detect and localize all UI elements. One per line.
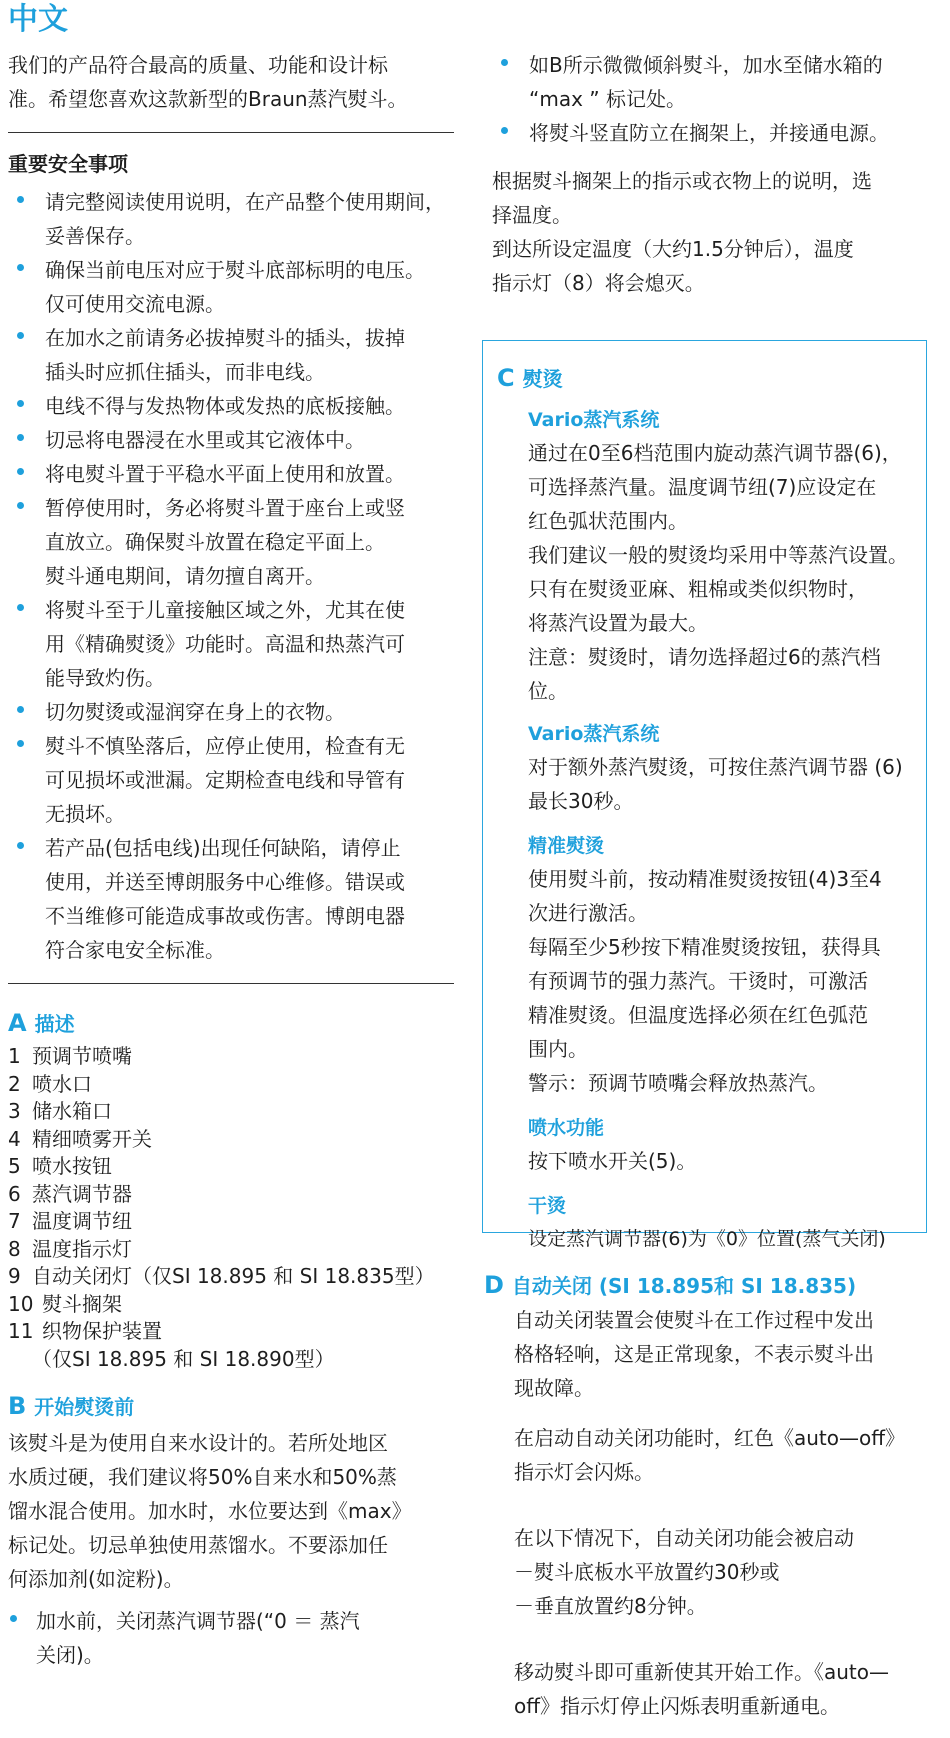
dry-ironing-text: 设定蒸汽调节器(6)为《0》位置(蒸气关闭) [528,1228,886,1250]
vario-steam-text: 通过在0至6档范围内旋动蒸汽调节器(6)， 可选择蒸汽量。温度调节纽(7)应设定在 红色弧状范围内。 我们建议一般的熨烫均采用中等蒸汽设置。 只有在熨烫亚麻、粗棉或类似织物时， 将蒸汽设置为最大。 注意：熨烫时，请勿选择超过6的蒸汽档位。 [528,441,908,703]
extra-steam-text: 对于额外蒸汽熨烫，可按住蒸汽调节器 (6) 最长30秒。 [528,755,903,813]
bullet-icon [17,468,24,475]
precision-ironing-text: 使用熨斗前，按动精准熨烫按钮(4)3至4 次进行激活。 每隔至少5秒按下精准熨烫按钮，获得具 有预调节的强力蒸汽。干烫时，可激活 精准熨烫。但温度选择必须在红色弧范 围内。 警示：预调节喷嘴会释放热蒸汽。 [528,867,882,1095]
safety-list [8,185,454,967]
safety-item: 确保当前电压对应于熨斗底部标明的电压。 仅可使用交流电源。 [8,253,454,321]
bullet-icon [10,1615,17,1622]
part-item: 4 精细喷雾开关 [8,1126,152,1151]
safety-heading: 重要安全事项 [8,152,128,176]
parts-list [8,1043,454,1373]
vario-steam-title: Vario蒸汽系统 [528,409,660,431]
fill-step: 加水前，关闭蒸汽调节器(“0 ＝ 蒸汽 关闭)。 [8,1604,454,1672]
auto-off-p2: 在启动自动关闭功能时，红色《auto—off》 指示灯会闪烁。 [514,1426,906,1484]
divider [8,983,454,984]
safety-item: 电线不得与发热物体或发热的底板接触。 [8,389,454,423]
section-b-bullets-cont [492,48,932,150]
bullet-icon [17,332,24,339]
safety-item: 在加水之前请务必拔掉熨斗的插头，拔掉 插头时应抓住插头，而非电线。 [8,321,454,389]
part-item: 8 温度指示灯 [8,1236,132,1261]
section-d-heading: D 自动关闭 (SI 18.895和 SI 18.835) [484,1271,857,1299]
part-item: 7 温度调节纽 [8,1209,132,1233]
auto-off-p4: 移动熨斗即可重新使其开始工作。《auto— off》指示灯停止闪烁表明重新通电。 [514,1660,890,1718]
bullet-icon [17,502,24,509]
intro-line: 准。希望您喜欢这款新型的Braun蒸汽熨斗。 [8,87,408,111]
part-item: 10 熨斗搁架 [8,1291,122,1316]
bullet-icon [17,740,24,747]
intro-line: 我们的产品符合最高的质量、功能和设计标 [8,53,388,77]
bullet-icon [17,434,24,441]
safety-item: 熨斗不慎坠落后，应停止使用，检查有无 可见损坏或泄漏。定期检查电线和导管有 无损坏。 [8,729,454,831]
section-c-heading: C 熨烫 [497,364,563,392]
bullet-icon [17,706,24,713]
part-item: 1 预调节喷嘴 [8,1044,132,1068]
part-item: 9 自动关闭灯（仅SI 18.895 和 SI 18.835型） [8,1264,435,1288]
safety-item: 切勿熨烫或湿润穿在身上的衣物。 [8,695,454,729]
bullet-icon [17,604,24,611]
fill-step: 将熨斗竖直防立在搁架上，并接通电源。 [492,116,932,150]
bullet-icon [17,196,24,203]
bullet-icon [17,400,24,407]
spray-title: 喷水功能 [528,1117,605,1139]
safety-item: 请完整阅读使用说明，在产品整个使用期间， 妥善保存。 [8,185,454,253]
safety-item: 若产品(包括电线)出现任何缺陷，请停止 使用，并送至博朗服务中心维修。错误或 不当维修可能造成事故或伤害。博朗电器 符合家电安全标准。 [8,831,454,967]
part-item-note: （仅SI 18.895 和 SI 18.890型） [32,1346,335,1371]
page-title: 中文 [8,2,68,37]
vario-steam-title-2: Vario蒸汽系统 [528,723,660,745]
auto-off-p1: 自动关闭装置会使熨斗在工作过程中发出 格格轻响，这是正常现象，不表示熨斗出 现故障。 [514,1308,874,1400]
section-d [484,1268,934,1723]
left-column [8,48,454,1672]
safety-item: 将电熨斗置于平稳水平面上使用和放置。 [8,457,454,491]
part-item: 3 储水箱口 [8,1099,112,1123]
bullet-icon [17,264,24,271]
part-item: 5 喷水按钮 [8,1154,112,1178]
spray-text: 按下喷水开关(5)。 [528,1149,697,1173]
temperature-text: 根据熨斗搁架上的指示或衣物上的说明，选 择温度。 到达所设定温度（大约1.5分钟后），温度 指示灯（8）将会熄灭。 [492,169,872,295]
section-b-bullets [8,1604,454,1672]
precision-ironing-title: 精准熨烫 [528,835,605,857]
section-b-heading: B 开始熨烫前 [8,1392,135,1420]
part-item: 11 织物保护装置 [8,1319,162,1343]
right-column [492,48,932,300]
bullet-icon [501,59,508,66]
section-b-paragraph: 该熨斗是为使用自来水设计的。若所处地区 水质过硬，我们建议将50%自来水和50%蒸 馏水混合使用。加水时，水位要达到《max》 标记处。切忌单独使用蒸馏水。不要添加任 何添加剂(如淀粉)。 [8,1431,412,1591]
auto-off-p3: 在以下情况下，自动关闭功能会被启动 －熨斗底板水平放置约30秒或 －垂直放置约8分钟。 [514,1526,854,1618]
section-c-box [482,340,927,1250]
bullet-icon [17,842,24,849]
part-item: 6 蒸汽调节器 [8,1181,132,1206]
divider [8,132,454,133]
safety-item: 将熨斗至于儿童接触区域之外，尤其在使 用《精确熨烫》功能时。高温和热蒸汽可 能导致灼伤。 [8,593,454,695]
dry-ironing-title: 干烫 [528,1195,567,1217]
section-a-heading: A 描述 [8,1009,75,1037]
safety-item: 暂停使用时，务必将熨斗置于座台上或竖 直放立。确保熨斗放置在稳定平面上。 熨斗通电期间，请勿擅自离开。 [8,491,454,593]
safety-item: 切忌将电器浸在水里或其它液体中。 [8,423,454,457]
fill-step: 如B所示微微倾斜熨斗，加水至储水箱的 “max ” 标记处。 [492,48,932,116]
bullet-icon [501,127,508,134]
part-item: 2 喷水口 [8,1071,92,1096]
